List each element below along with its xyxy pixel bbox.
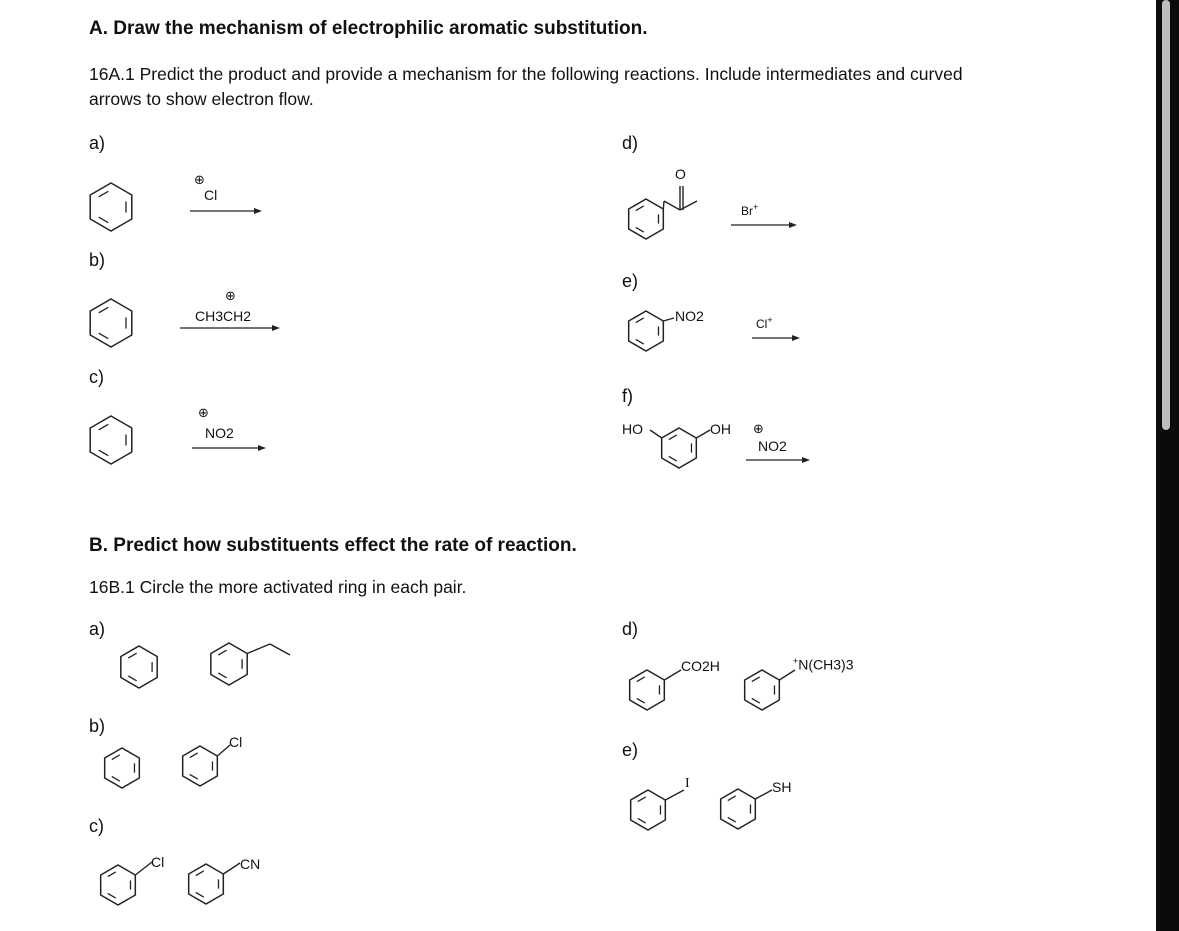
benzene-b-d1-double-bond: [637, 677, 645, 682]
reaction-f-charge: ⊕: [753, 421, 764, 436]
pair-b-label: b): [89, 716, 106, 736]
bond-d-nme3: [779, 670, 795, 680]
bond-e-sh: [755, 790, 772, 799]
benzene-b-e2-double-bond: [728, 796, 736, 801]
benzene-b-e2-double-bond: [728, 817, 736, 822]
reaction-a-label: a): [89, 133, 106, 153]
benzene-f-double-bond: [669, 435, 677, 440]
benzene-b-c1-double-bond: [108, 893, 116, 898]
pair-c-label: c): [89, 816, 104, 836]
chain-d-1: [663, 201, 664, 209]
reaction-b-label: b): [89, 250, 106, 270]
benzene-d-double-bond: [636, 206, 644, 211]
bond-d-co2h: [664, 670, 681, 680]
benzene-b-double-bond: [99, 307, 109, 313]
section-b-heading: B. Predict how substituents effect the rate of reaction.: [89, 535, 577, 556]
reaction-f-substituent-right: OH: [710, 421, 731, 437]
benzene-b-d2-double-bond: [752, 698, 760, 703]
pair-e-label: e): [622, 740, 639, 760]
reaction-a-charge: ⊕: [194, 172, 205, 187]
section-a-heading: A. Draw the mechanism of electrophilic aromatic substitution.: [89, 18, 648, 39]
reaction-e-arrow-head: [792, 335, 800, 341]
bond-f-oh: [696, 430, 710, 438]
reaction-e-label: e): [622, 271, 639, 291]
benzene-b-e1-double-bond: [638, 818, 646, 823]
reaction-a-arrow-head: [254, 208, 262, 214]
benzene-f-double-bond: [669, 456, 677, 461]
pair-d-label: d): [622, 619, 639, 639]
reaction-c-label: c): [89, 367, 104, 387]
pair-a-label: a): [89, 619, 106, 639]
benzene-b-a2-double-bond: [218, 673, 226, 678]
benzene-a-double-bond: [99, 217, 109, 223]
benzene-d-double-bond: [636, 227, 644, 232]
reaction-b-charge: ⊕: [225, 288, 236, 303]
reaction-f-reagent: NO2: [758, 438, 787, 454]
pair-b-substituent: Cl: [229, 734, 243, 750]
benzene-b-b1-double-bond: [112, 776, 120, 781]
reaction-c-arrow-head: [258, 445, 266, 451]
benzene-b-d1-double-bond: [637, 698, 645, 703]
pair-d-substituent-1: CO2H: [681, 658, 720, 674]
reaction-d-reagent: Br+: [741, 202, 759, 218]
benzene-b-d2-double-bond: [752, 677, 760, 682]
benzene-c-double-bond: [99, 424, 109, 430]
pair-d-substituent-2: +N(CH3)3: [793, 656, 854, 673]
pair-c-substituent-2: CN: [240, 856, 261, 872]
reaction-a-reagent: Cl: [204, 187, 218, 203]
reaction-d-substituent: O: [675, 166, 686, 182]
reaction-d-arrow-head: [789, 222, 797, 228]
reaction-c-reagent: NO2: [205, 425, 234, 441]
reaction-b-arrow-head: [272, 325, 280, 331]
benzene-b-a1-double-bond: [128, 676, 136, 681]
chain-d-2: [664, 201, 680, 210]
bond-c-cn: [223, 863, 240, 874]
reaction-f-label: f): [622, 386, 633, 406]
benzene-e-double-bond: [636, 339, 644, 344]
instruction-16a1-line2: arrows to show electron flow.: [89, 89, 314, 109]
benzene-b-a2-double-bond: [218, 650, 226, 655]
reaction-d-label: d): [622, 133, 639, 153]
reaction-e-reagent: Cl+: [756, 315, 773, 331]
reaction-f-arrow-head: [802, 457, 810, 463]
benzene-b-e1-double-bond: [638, 797, 646, 802]
instruction-16a1-line1: 16A.1 Predict the product and provide a mechanism for the following reactions. Include intermediates and curved: [89, 64, 963, 84]
reaction-c-charge: ⊕: [198, 405, 209, 420]
pair-c-substituent-1: Cl: [151, 854, 165, 870]
ethyl-1: [247, 644, 270, 654]
instruction-16b1: 16B.1 Circle the more activated ring in each pair.: [89, 577, 467, 597]
pair-e-substituent-1: I: [685, 776, 690, 791]
benzene-b-b1-double-bond: [112, 755, 120, 760]
benzene-b-a1-double-bond: [128, 653, 136, 658]
bond-e-no2: [663, 318, 674, 321]
bond-f-ho: [650, 430, 662, 438]
benzene-b-c2-double-bond: [196, 871, 204, 876]
benzene-b-c1-double-bond: [108, 872, 116, 877]
benzene-a-double-bond: [99, 191, 109, 197]
pair-e-substituent-2: SH: [772, 779, 792, 795]
bond-c-cl: [135, 862, 152, 875]
reaction-f-substituent-left: HO: [622, 421, 643, 437]
benzene-b-b2-double-bond: [190, 753, 198, 758]
reaction-e-substituent: NO2: [675, 308, 704, 324]
bond-e-i: [665, 790, 684, 800]
ethyl-2: [270, 644, 290, 655]
benzene-b-b2-double-bond: [190, 774, 198, 779]
bond-b-cl: [217, 745, 230, 756]
reaction-b-reagent: CH3CH2: [195, 308, 252, 324]
benzene-b-double-bond: [99, 333, 109, 339]
benzene-c-double-bond: [99, 450, 109, 456]
scrollbar-thumb[interactable]: [1162, 0, 1170, 430]
benzene-e-double-bond: [636, 318, 644, 323]
benzene-b-c2-double-bond: [196, 892, 204, 897]
